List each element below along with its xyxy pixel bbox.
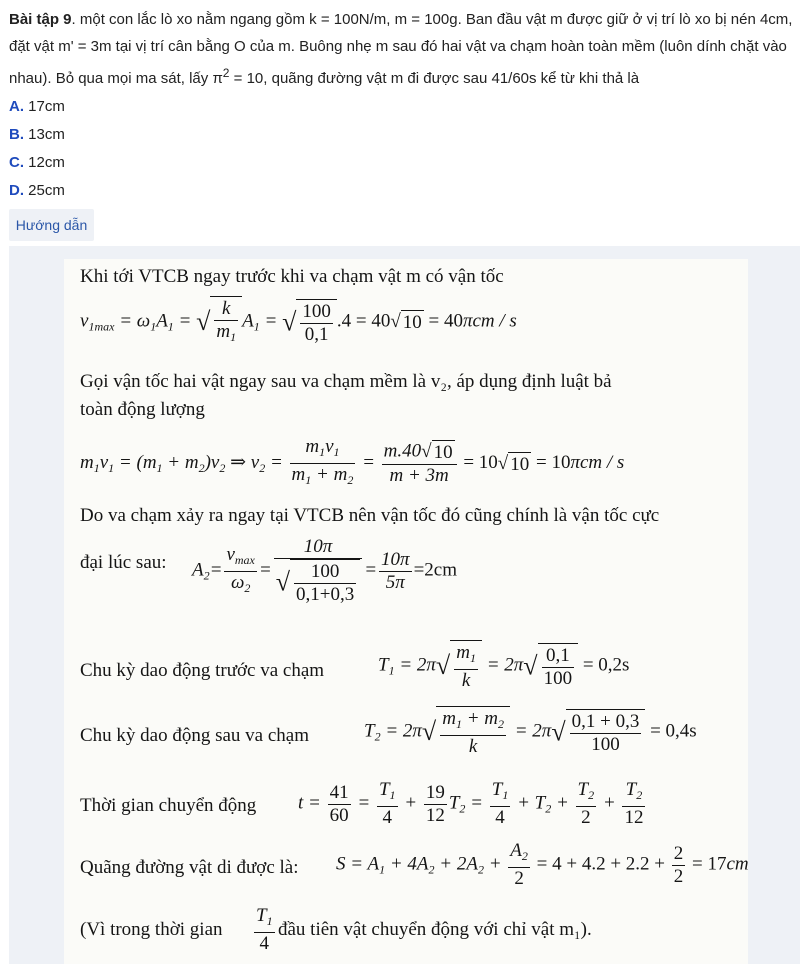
solution-line-3a: Do va chạm xảy ra ngay tại VTCB nên vận tốc đó cũng chính là vận tốc cực xyxy=(80,505,660,526)
answer-list xyxy=(9,93,65,205)
solution-line-4: Chu kỳ dao động trước va chạm xyxy=(80,660,325,681)
solution-line-3b: đại lúc sau: xyxy=(80,552,167,573)
answer-d[interactable] xyxy=(9,177,65,205)
formula-a2: $A_2=$ $\frac{v_{max}}{\omega_2}$ = 10π √ $\frac{100}{0,1+0,3}$ = $\frac{10\pi}{5\pi}$ =2cm xyxy=(192,536,457,605)
answer-b[interactable] xyxy=(9,121,65,149)
question-body-end: = 10, quãng đường vật m đi được sau 41/60s kể từ khi thả là xyxy=(229,70,640,87)
formula-t1-over-4: $\frac{T_1}{4}$ xyxy=(256,905,273,954)
formula-momentum: $m_1v_1 = (m_1 + m_2)v_2$ ⇒ $v_2$ = $\frac{m_1v_1}{m_1 + m_2}$ = $\frac{m.40√ 10}{m + 3m}$ = 10√ 10 = 10πcm / s xyxy=(80,436,625,487)
answer-text: 13cm xyxy=(24,126,65,143)
question-label: Bài tập 9 xyxy=(9,11,72,28)
question-body: . một con lắc lò xo nằm ngang gồm k = 100N/m, m = 100g. Ban đầu vật m được giữ ở vị trí lò xo bị nén 4cm, đặt vật m' = 3m tại vị trí cân bằng O của m. Buông nhẹ m sau đó hai vật va chạm hoàn toàn mềm (luôn dính chặt vào nhau). Bỏ qua mọi ma sát, lấy π xyxy=(9,11,793,87)
solution-line-7: Quãng đường vật di được là: xyxy=(80,857,299,878)
question-text xyxy=(9,6,795,92)
solution-line-8b: đầu tiên vật chuyển động với chỉ vật m₁). xyxy=(278,919,592,940)
solution-line-2b: toàn động lượng xyxy=(80,399,205,420)
formula-time: t = $\frac{41}{60}$ = $\frac{T_1}{4}$ + $\frac{19}{12}$ $T_2$ = $\frac{T_1}{4}$ + $T_2$ + $\frac{T_2}{2}$ + $\frac{T_2}{12}$ xyxy=(298,779,644,828)
formula-t2: $T_2 = 2\pi√$ $\frac{m_1 + m_2}{k}$ = 2π√ $\frac{0,1 + 0,3}{100}$ = 0,4s xyxy=(364,708,697,757)
answer-text: 25cm xyxy=(24,182,65,199)
formula-distance: $S = A_1 + 4A_2 + 2A_2$ + $\frac{A_2}{2}$ = 4 + 4.2 + 2.2 + $\frac{2}{2}$ = 17cm xyxy=(336,840,749,889)
formula-t1: $T_1 = 2\pi√$ $\frac{m_1}{k}$ = 2π√ $\frac{0,1}{100}$ = 0,2s xyxy=(378,642,630,691)
formula-v1max: $v_{1max} = \omega_1A_1$ = √ $\frac{k}{m_1}$ $A_1$ = √ $\frac{100}{0,1}$ .4 = 40√ 10 = 40πcm / s xyxy=(80,296,517,348)
answer-letter: B. xyxy=(9,126,24,143)
solution-line-6: Thời gian chuyển động xyxy=(80,795,257,816)
answer-a[interactable] xyxy=(9,93,65,121)
solution-line-5: Chu kỳ dao động sau va chạm xyxy=(80,725,310,746)
answer-letter: D. xyxy=(9,182,24,199)
answer-text: 12cm xyxy=(24,154,65,171)
solution-line-8a: (Vì trong thời gian xyxy=(80,919,223,940)
solution-line-2a: Gọi vận tốc hai vật ngay sau va chạm mềm là v₂, áp dụng định luật bả xyxy=(80,371,612,392)
answer-letter: C. xyxy=(9,154,24,171)
question-sup: 2 xyxy=(222,66,230,80)
answer-c[interactable] xyxy=(9,149,65,177)
answer-text: 17cm xyxy=(24,98,65,115)
solution-line-1: Khi tới VTCB ngay trước khi va chạm vật m có vận tốc xyxy=(80,266,504,287)
answer-letter: A. xyxy=(9,98,24,115)
guide-button[interactable]: Hướng dẫn xyxy=(9,209,94,241)
